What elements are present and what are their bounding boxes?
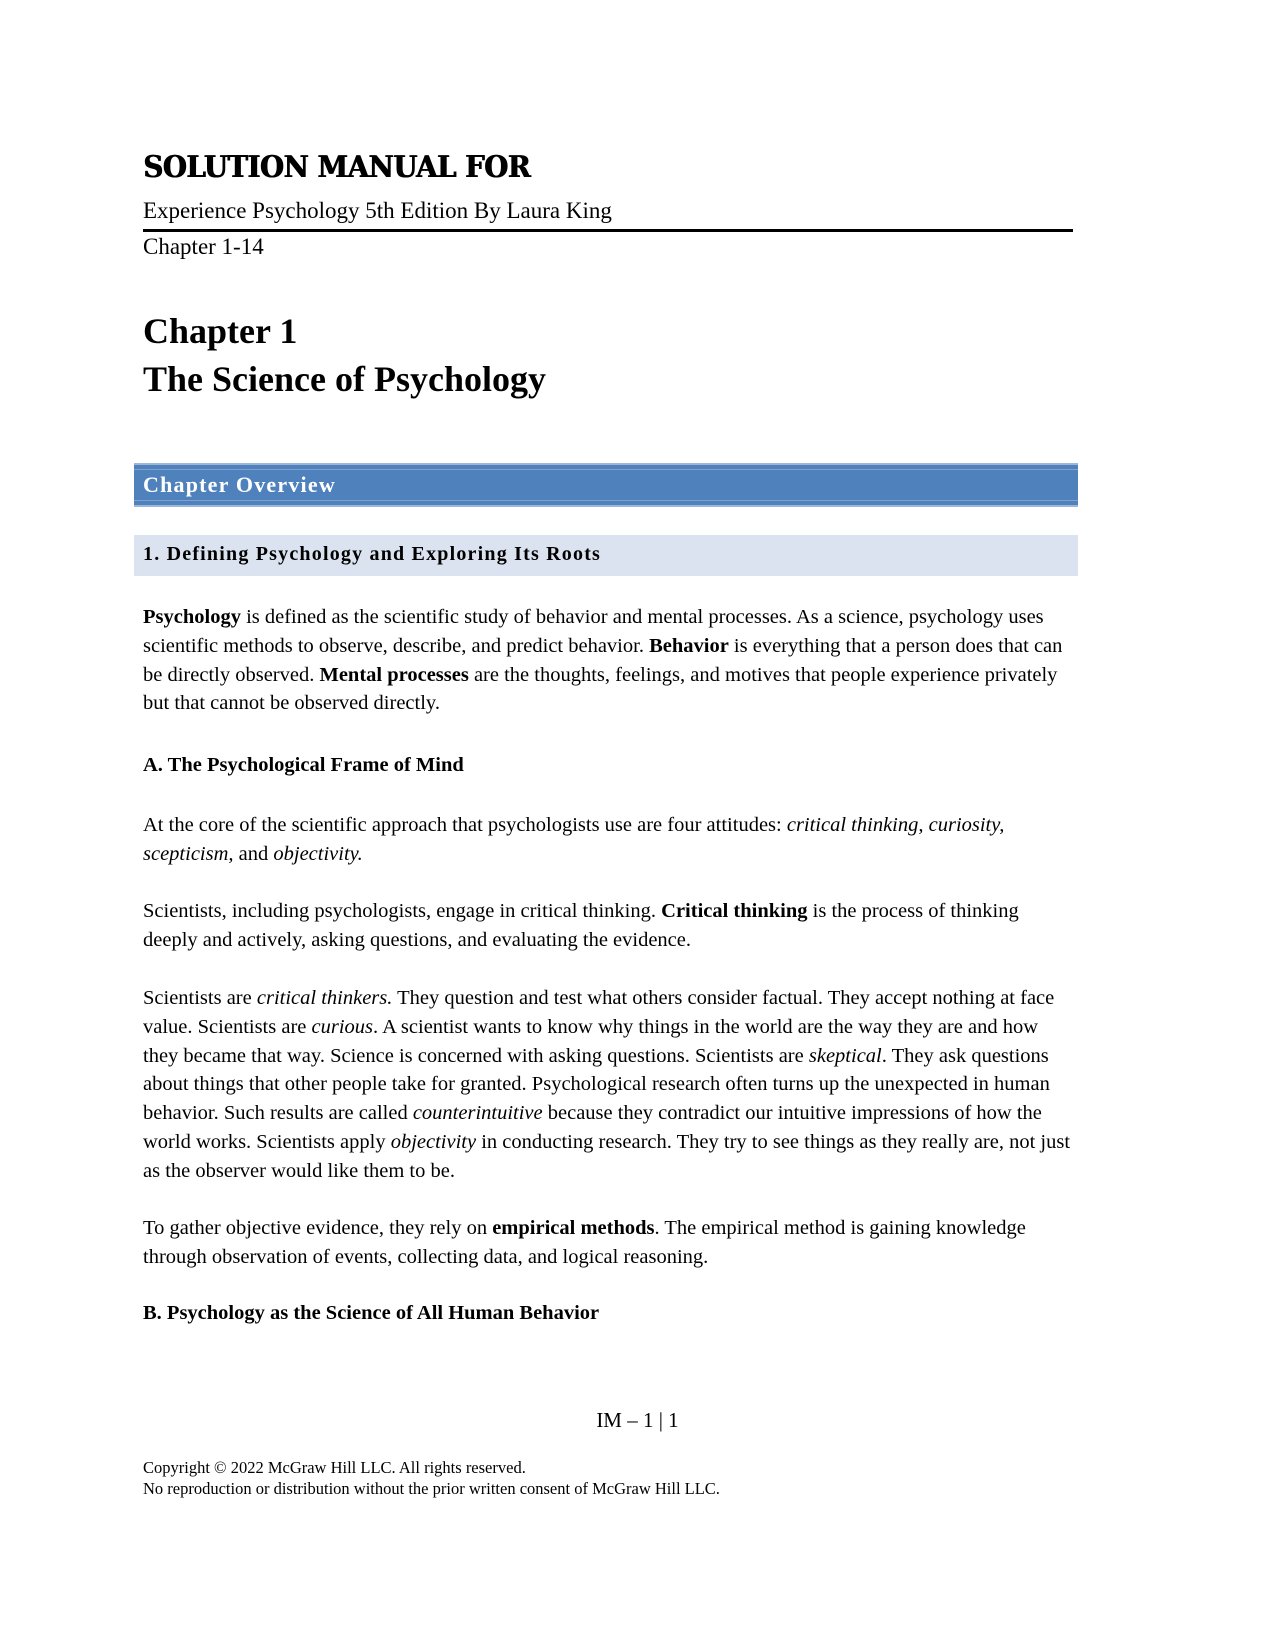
paragraph-text: . A scientist wants to know why things in the world are the way they are and how they became that way. Science is concerned with asking questions. Scientists are	[143, 1015, 1039, 1067]
psychology-definition-paragraph	[143, 603, 1073, 718]
italic-objectivity: objectivity	[390, 1130, 477, 1153]
paragraph-text: . The empirical method is gaining knowledge through observation of events, collecting data, and logical reasoning.	[143, 1217, 1026, 1268]
term-psychology: Psychology	[143, 606, 241, 628]
paragraph-text: and	[233, 842, 274, 865]
section-1-banner	[134, 535, 1078, 576]
italic-curious: curious	[311, 1015, 374, 1038]
page-number: IM – 1 | 1	[596, 1408, 679, 1432]
italic-objectivity: objectivity.	[273, 842, 363, 865]
section-1-heading: 1. Defining Psychology and Exploring Its Roots	[143, 543, 602, 565]
book-subtitle: Experience Psychology 5th Edition By Laura King	[143, 198, 612, 223]
manual-title: SOLUTION MANUAL FOR	[143, 150, 530, 185]
paragraph-text: is the process of thinking deeply and actively, asking questions, and evaluating the evidence.	[143, 900, 1019, 951]
paragraph-text: They question and test what others consider factual. They accept nothing at face value. Scientists are	[143, 987, 1055, 1038]
paragraph-text: Scientists are	[143, 987, 257, 1009]
paragraph-text: are the thoughts, feelings, and motives that people experience privately but that cannot be observed directly.	[143, 663, 1058, 715]
paragraph-text: is defined as the scientific study of behavior and mental processes. As a science, psychology uses scientific methods to observe, describe, and predict behavior.	[143, 606, 1044, 657]
subsection-b-heading: B. Psychology as the Science of All Human Behavior	[143, 1302, 600, 1324]
paragraph-text: is everything that a person does that can be directly observed.	[143, 634, 1063, 686]
copyright-line: Copyright © 2022 McGraw Hill LLC. All rights reserved.	[143, 1458, 526, 1477]
paragraph-text: . They ask questions about things that other people take for granted. Psychological research often turns up the unexpected in human behavior. Such results are called	[143, 1044, 1050, 1125]
reproduction-notice: No reproduction or distribution without the prior written consent of McGraw Hill LLC.	[143, 1479, 720, 1498]
italic-attitudes: critical thinking, curiosity, scepticism,	[143, 814, 1005, 865]
italic-skeptical: skeptical	[808, 1044, 882, 1067]
empirical-methods-paragraph	[143, 1214, 1073, 1272]
term-critical-thinking: Critical thinking	[661, 900, 808, 922]
chapter-title: The Science of Psychology	[143, 359, 546, 399]
italic-counterintuitive: counterintuitive	[412, 1102, 543, 1125]
scientists-traits-paragraph	[143, 984, 1073, 1186]
term-behavior: Behavior	[649, 634, 729, 657]
paragraph-text: To gather objective evidence, they rely on	[143, 1217, 493, 1239]
chapter-overview-label: Chapter Overview	[143, 472, 336, 497]
term-mental-processes: Mental processes	[319, 663, 469, 686]
paragraph-text: Scientists, including psychologists, engage in critical thinking.	[143, 900, 662, 922]
copyright-notice	[143, 1457, 720, 1499]
paragraph-text: in conducting research. They try to see things as they really are, not just as the observer would like them to be.	[143, 1130, 1071, 1182]
paragraph-text: because they contradict our intuitive impressions of how the world works. Scientists apply	[143, 1102, 1042, 1153]
subsection-a-heading: A. The Psychological Frame of Mind	[143, 754, 464, 776]
paragraph-text: At the core of the scientific approach that psychologists use are four attitudes:	[143, 814, 787, 836]
italic-critical-thinkers: critical thinkers.	[256, 987, 393, 1009]
chapter-number: Chapter 1	[143, 311, 298, 351]
term-empirical-methods: empirical methods	[492, 1217, 655, 1239]
header-divider	[143, 229, 1073, 232]
four-attitudes-paragraph	[143, 811, 1073, 869]
chapter-range: Chapter 1-14	[143, 234, 264, 259]
chapter-overview-banner	[134, 463, 1078, 507]
critical-thinking-paragraph	[143, 897, 1073, 955]
